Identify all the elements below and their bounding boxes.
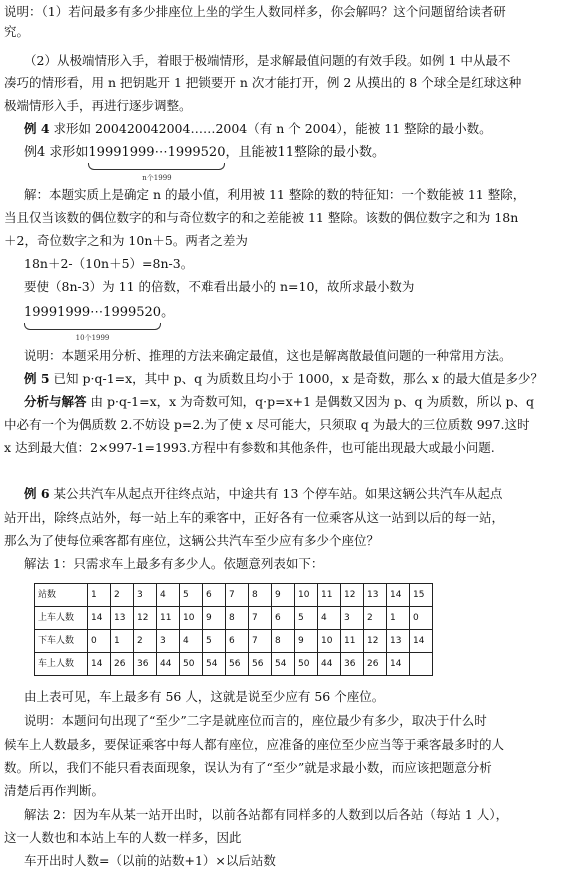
underbrace-number	[88, 142, 226, 182]
table-cell: 13	[387, 630, 410, 653]
table-row	[35, 584, 433, 607]
text-line: 要使（8n-3）为 11 的倍数，不难看出最小的 n=10，故所求最小数为	[24, 279, 415, 294]
text-line: 凑巧的情形看，用 n 把钥匙开 1 把锁要开 n 次才能打开，例 2 从摸出的 8 个球全是红球这种	[4, 75, 522, 90]
text-line: 候车上人数最多，要保证乘客中每人都有座位，应准备的座位至少应当等于乘客最多时的人	[4, 737, 505, 752]
table-cell: 6	[272, 607, 295, 630]
example-5-heading	[4, 368, 574, 390]
text-line: 解：本题实质上是确定 n 的最小值，利用被 11 整除的数的特征知：一个数能被 11 整除，	[24, 187, 526, 202]
table-cell: 1	[88, 584, 111, 607]
table-cell: 1	[111, 630, 134, 653]
text-line: 那么为了使每位乘客都有座位，这辆公共汽车至少应有多少个座位？	[4, 533, 380, 548]
table-cell: 13	[364, 584, 387, 607]
table-cell: 5	[203, 630, 226, 653]
table-cell: 54	[272, 653, 295, 676]
formula-suffix: 。	[161, 305, 175, 320]
table-row	[35, 653, 433, 676]
table-cell: 14	[88, 607, 111, 630]
table-cell: 12	[341, 584, 364, 607]
example-4-formula-line	[4, 141, 574, 182]
table-cell: 8	[249, 584, 272, 607]
table-cell: 6	[203, 584, 226, 607]
text-line: 这一人数也和本站上车的人数一样多，因此	[4, 830, 242, 845]
table-cell: 4	[318, 607, 341, 630]
underbrace-number	[24, 302, 162, 342]
table-row-header: 下车人数	[35, 630, 88, 653]
table-cell: 10	[318, 630, 341, 653]
table-cell: 10	[180, 607, 203, 630]
table-cell: 36	[341, 653, 364, 676]
table-cell: 14	[88, 653, 111, 676]
example-text: 求形如 200420042004……2004（有 n 个 2004），能被 11 整除的最小数。	[49, 121, 492, 136]
table-cell: 10	[295, 584, 318, 607]
example-label: 例 4	[24, 121, 50, 136]
table-cell: 0	[88, 630, 111, 653]
text-line: 说明：（1）若问最多有多少排座位上坐的学生人数同样多，你会解吗？这个问题留给读者研	[4, 4, 506, 19]
formula-prefix: 例4 求形如	[24, 145, 89, 160]
text-line: 由上表可见，车上最多有 56 人，这就是说至少应有 56 个座位。	[24, 689, 385, 704]
table-cell: 44	[318, 653, 341, 676]
table-cell: 2	[364, 607, 387, 630]
table-cell: 4	[180, 630, 203, 653]
table-cell: 2	[134, 630, 157, 653]
analysis-line	[4, 391, 574, 413]
table-cell: 3	[341, 607, 364, 630]
answer-formula-line	[4, 301, 574, 342]
text-line: ＋2，奇位数字之和为 10n＋5。两者之差为	[4, 233, 248, 248]
table-cell: 44	[157, 653, 180, 676]
example-label: 例 5	[24, 371, 50, 386]
text-line: 说明：本题采用分析、推理的方法来确定最值，这也是解离散最值问题的一种常用方法。	[24, 348, 512, 363]
underbrace-label: n个1999	[142, 174, 172, 182]
table-row-header: 车上人数	[35, 653, 88, 676]
text-line: 解法 2：因为车从某一站开出时，以前各站都有同样多的人数到以后各站（每站 1 人），	[24, 807, 509, 822]
table-cell: 11	[318, 584, 341, 607]
table-row-header: 上车人数	[35, 607, 88, 630]
table-cell: 8	[226, 607, 249, 630]
analysis-text: 由 p·q-1=x，x 为奇数可知，q·p=x+1 是偶数又因为 p、q 为质数，所以 p、q	[86, 394, 534, 409]
table-cell: 12	[134, 607, 157, 630]
table-cell	[410, 653, 433, 676]
table-cell: 7	[226, 584, 249, 607]
example-6-heading	[4, 483, 574, 505]
text-line: 极端情形入手，再进行逐步调整。	[4, 98, 192, 113]
text-line: （2）从极端情形入手，着眼于极端情形，是求解最值问题的有效手段。如例 1 中从最不	[24, 53, 511, 68]
text-line: 站开出，除终点站外，每一站上车的乘客中，正好各有一位乘客从这一站到以后的每一站，	[4, 510, 505, 525]
table-cell: 1	[387, 607, 410, 630]
table-cell: 36	[134, 653, 157, 676]
table-row	[35, 630, 433, 653]
passenger-table-grid	[34, 583, 433, 676]
table-cell: 26	[111, 653, 134, 676]
table-cell: 8	[272, 630, 295, 653]
text-line: 说明：本题问句出现了“至少”二字是就座位而言的，座位最少有多少，取决于什么时	[24, 713, 487, 728]
example-4-heading	[4, 118, 574, 140]
table-cell: 11	[341, 630, 364, 653]
text-line: 解法 1：只需求车上最多有多少人。依题意列表如下：	[24, 556, 324, 571]
table-cell: 2	[111, 584, 134, 607]
underbrace-mark	[24, 323, 161, 330]
table-cell: 56	[249, 653, 272, 676]
table-cell: 50	[295, 653, 318, 676]
table-cell: 9	[272, 584, 295, 607]
table-cell: 3	[134, 584, 157, 607]
example-label: 例 6	[24, 486, 50, 501]
table-cell: 26	[364, 653, 387, 676]
table-cell: 12	[364, 630, 387, 653]
example-text: 某公共汽车从起点开往终点站，中途共有 13 个停车站。如果这辆公共汽车从起点	[49, 486, 503, 501]
example-text: 已知 p·q-1=x，其中 p、q 为质数且均小于 1000，x 是奇数，那么 x 的最大值是多少？	[49, 371, 543, 386]
text-line: 究。	[4, 24, 30, 39]
table-cell: 14	[410, 630, 433, 653]
text-line: x 达到最大值：2×997-1=1993.方程中有参数和其他条件，也可能出现最大或最小问题.	[4, 440, 495, 455]
table-cell: 11	[157, 607, 180, 630]
table-cell: 9	[203, 607, 226, 630]
text-line: 清楚后再作判断。	[4, 783, 105, 798]
passenger-table	[34, 583, 433, 676]
table-cell: 56	[226, 653, 249, 676]
table-cell: 9	[295, 630, 318, 653]
analysis-label: 分析与解答	[24, 394, 87, 409]
table-row	[35, 607, 433, 630]
table-cell: 4	[157, 584, 180, 607]
underbrace-value: 19991999⋯1999520	[88, 145, 226, 160]
table-cell: 50	[180, 653, 203, 676]
text-line: 数。所以，我们不能只看表面现象，误认为有了“至少”就是求最小数，而应该把题意分析	[4, 760, 492, 775]
table-cell: 7	[249, 607, 272, 630]
underbrace-value: 19991999⋯1999520	[24, 305, 162, 320]
underbrace-mark	[88, 163, 225, 170]
table-cell: 13	[111, 607, 134, 630]
table-cell: 5	[295, 607, 318, 630]
table-cell: 15	[410, 584, 433, 607]
table-cell: 14	[387, 653, 410, 676]
table-cell: 14	[387, 584, 410, 607]
text-line: 车开出时人数=（以前的站数+1）×以后站数	[24, 853, 276, 868]
table-cell: 5	[180, 584, 203, 607]
underbrace-label: 10个1999	[75, 334, 110, 342]
equation-line: 18n＋2-（10n＋5）=8n-3。	[24, 256, 194, 271]
table-cell: 3	[157, 630, 180, 653]
table-cell: 54	[203, 653, 226, 676]
table-cell: 7	[249, 630, 272, 653]
formula-suffix: ，且能被11整除的最小数。	[225, 145, 386, 160]
text-line: 当且仅当该数的偶位数字的和与奇位数字的和之差能被 11 整除。该数的偶位数字之和为 18n	[4, 210, 519, 225]
text-line: 中必有一个为偶质数 2.不妨设 p=2.为了使 x 尽可能大，只须取 q 为最大的三位质数 997.这时	[4, 417, 530, 432]
table-cell: 6	[226, 630, 249, 653]
table-cell: 0	[410, 607, 433, 630]
table-row-header: 站数	[35, 584, 88, 607]
